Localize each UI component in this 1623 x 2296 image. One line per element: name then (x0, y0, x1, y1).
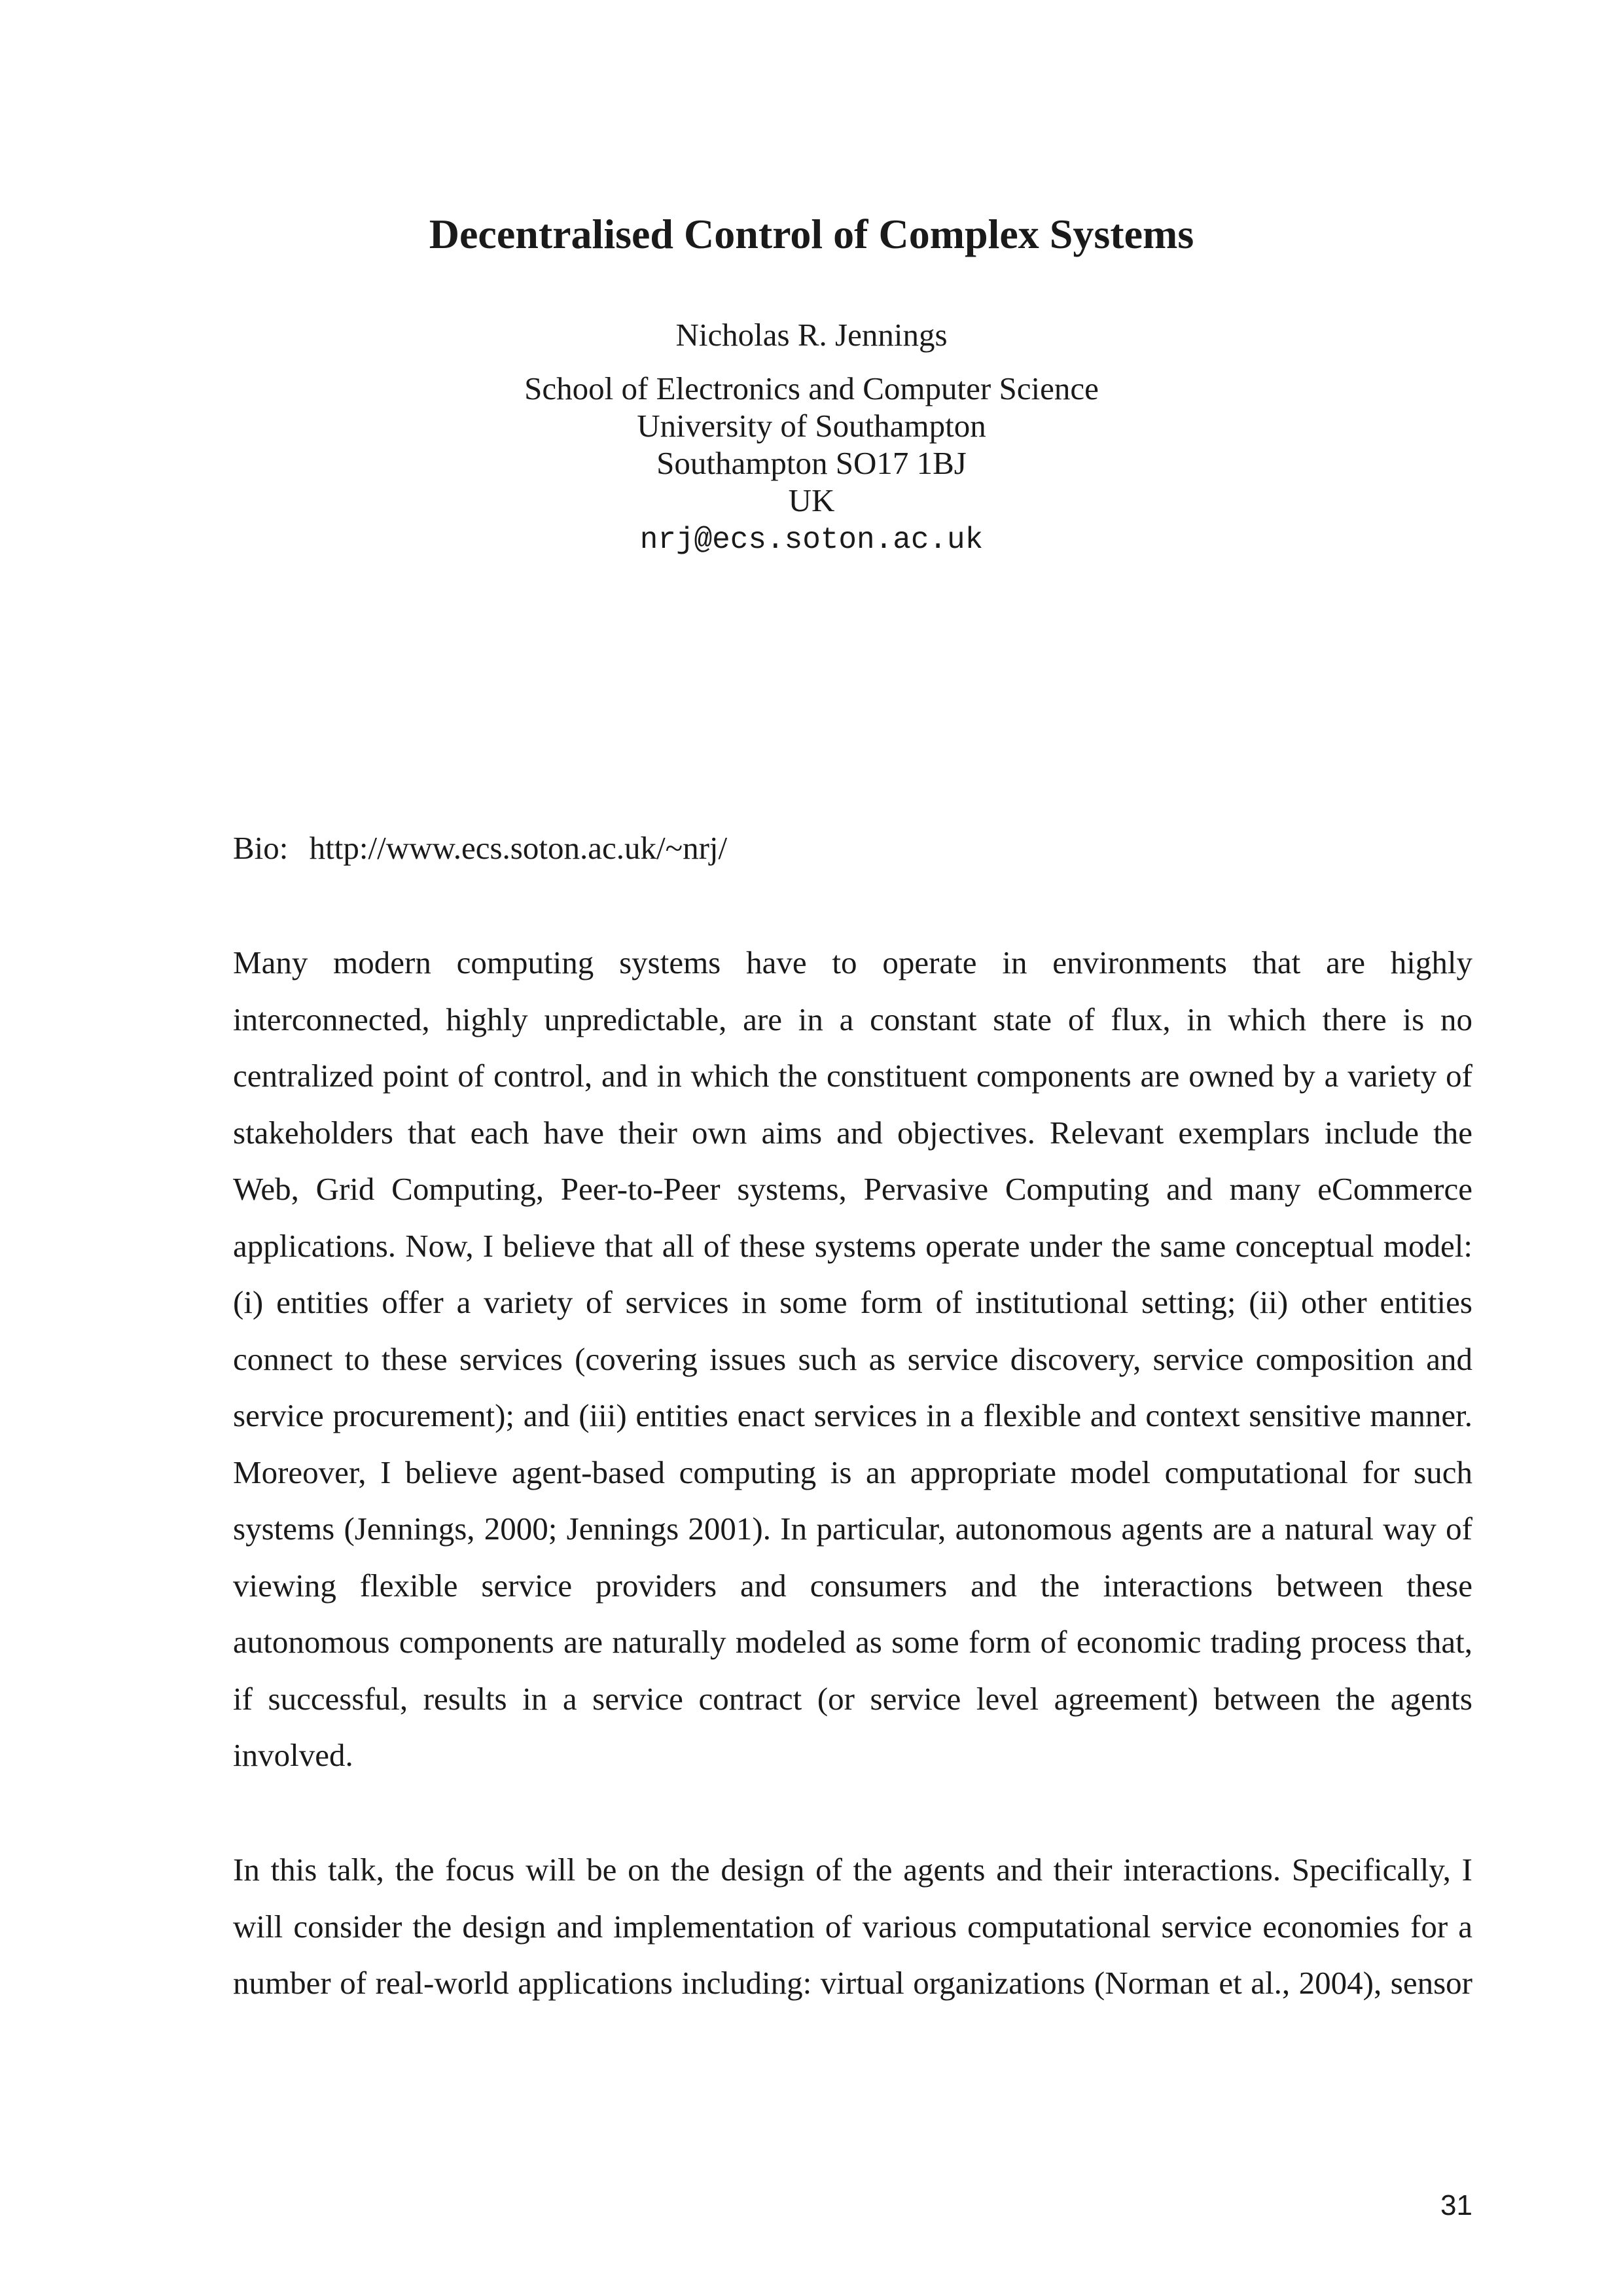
paragraph-line: will consider the design and implementation of various computational service economies for a (233, 1908, 1472, 1945)
paper-title: Decentralised Control of Complex Systems (429, 211, 1194, 257)
author-email: nrj@ecs.soton.ac.uk (639, 523, 984, 557)
affiliation-line: UK (788, 482, 835, 518)
paragraph-line: stakeholders that each have their own aims and objectives. Relevant exemplars include the (233, 1114, 1472, 1151)
paragraph-line: Web, Grid Computing, Peer-to-Peer systems, Pervasive Computing and many eCommerce (233, 1171, 1472, 1207)
abstract-paragraph-2 (233, 1842, 1472, 2012)
paragraph-line: number of real-world applications including: virtual organizations (Norman et al., 2004), sensor (233, 1965, 1472, 2001)
paragraph-line: interconnected, highly unpredictable, are in a constant state of flux, in which there is no (233, 1001, 1472, 1037)
paragraph-line: autonomous components are naturally modeled as some form of economic trading process that, (233, 1624, 1472, 1660)
paragraph-line: viewing flexible service providers and consumers and the interactions between these (233, 1567, 1472, 1604)
paragraph-line: (i) entities offer a variety of services in some form of institutional setting; (ii) other entities (233, 1284, 1472, 1320)
page-number: 31 (1440, 2189, 1472, 2221)
paragraph-line: centralized point of control, and in which the constituent components are owned by a variety of (233, 1058, 1472, 1094)
abstract-paragraph-1 (233, 935, 1472, 1784)
author-name: Nicholas R. Jennings (675, 317, 948, 353)
paragraph-line: connect to these services (covering issues such as service discovery, service composition and (233, 1340, 1472, 1377)
paragraph-line: if successful, results in a service contract (or service level agreement) between the agents (233, 1680, 1472, 1717)
paragraph-line: applications. Now, I believe that all of these systems operate under the same conceptual model: (233, 1227, 1472, 1264)
bio-line (233, 827, 727, 869)
affiliation-line: Southampton SO17 1BJ (656, 445, 967, 481)
affiliation-line: School of Electronics and Computer Science (524, 370, 1099, 406)
paragraph-line: In this talk, the focus will be on the design of the agents and their interactions. Specifically, I (233, 1852, 1472, 1888)
paragraph-line: involved. (233, 1737, 353, 1773)
paragraph-line: systems (Jennings, 2000; Jennings 2001). In particular, autonomous agents are a natural way of (233, 1511, 1472, 1547)
paragraph-line: Many modern computing systems have to operate in environments that are highly (233, 944, 1472, 980)
bio-label: Bio: (233, 830, 289, 866)
affiliation-line: University of Southampton (637, 408, 986, 444)
bio-url: http://www.ecs.soton.ac.uk/~nrj/ (309, 830, 728, 866)
paragraph-line: service procurement); and (iii) entities enact services in a flexible and context sensitive manner. (233, 1397, 1472, 1433)
paragraph-line: Moreover, I believe agent-based computing is an appropriate model computational for such (233, 1454, 1472, 1490)
affiliation-block (0, 370, 1623, 519)
